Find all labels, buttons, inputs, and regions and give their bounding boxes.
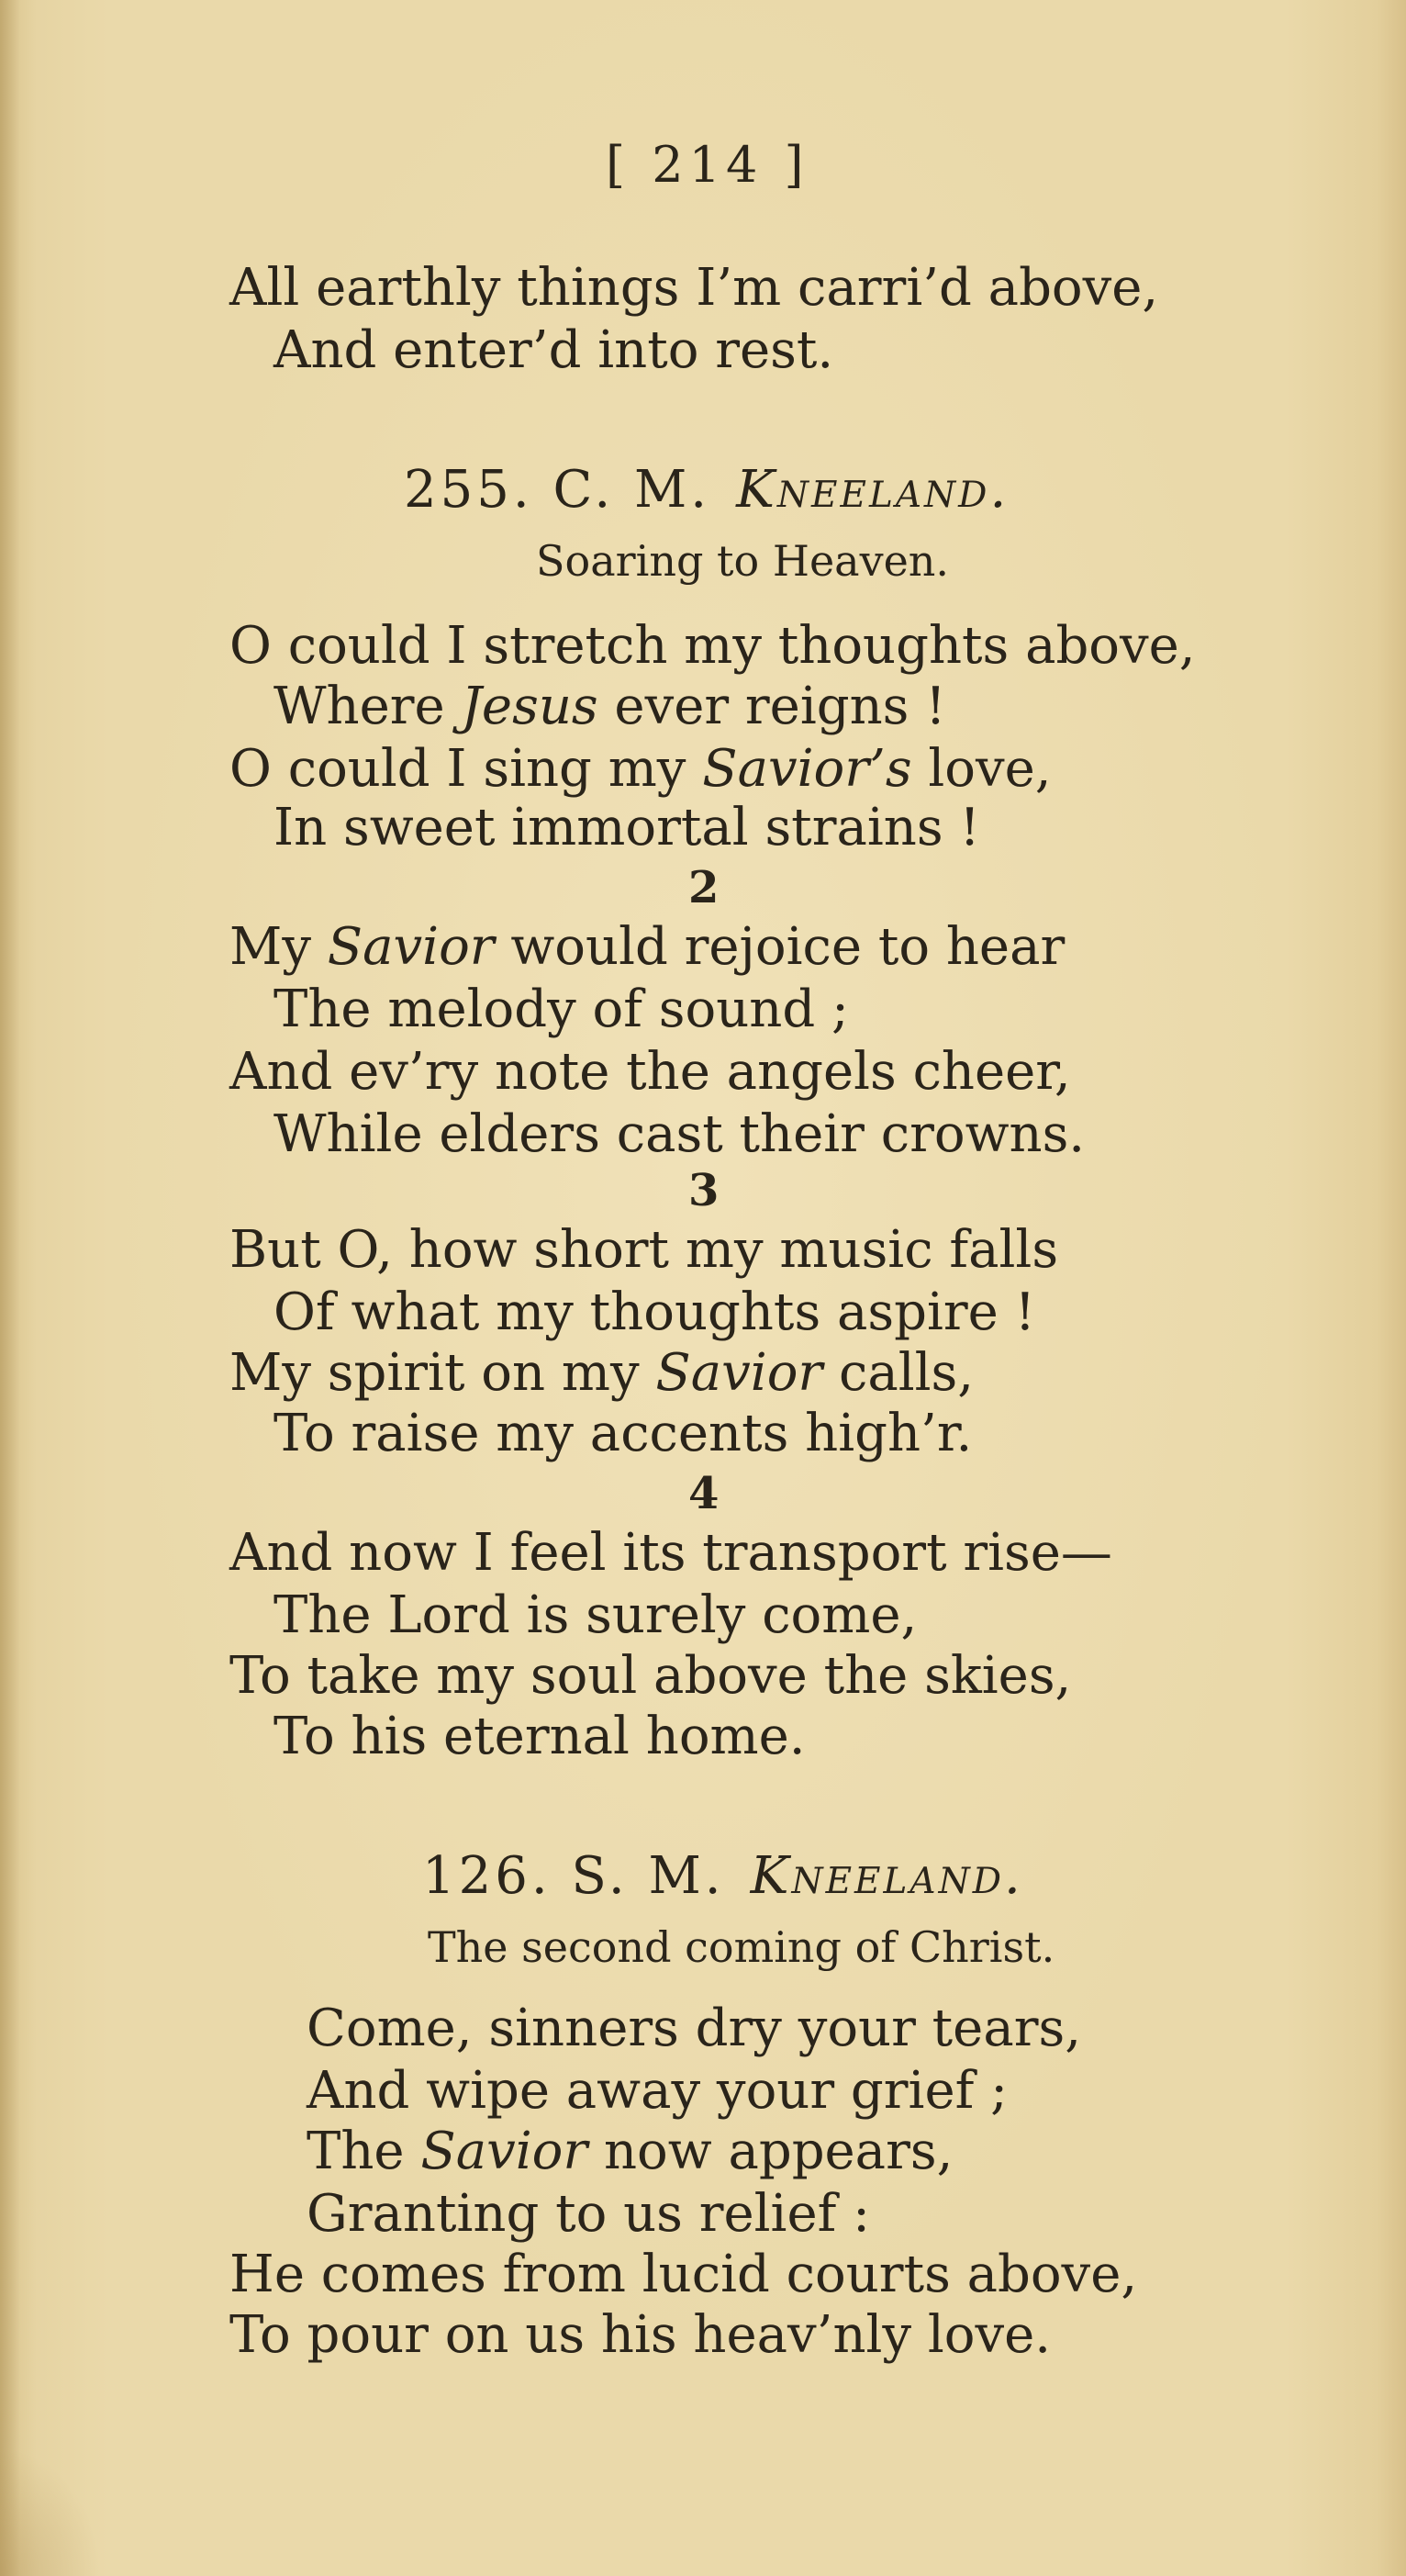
text-line: My Savior would rejoice to hear [229, 917, 1066, 977]
hymn-title: The second coming of Christ. [428, 1922, 1055, 1972]
verse-number: 4 [688, 1468, 720, 1519]
text-line: To his eternal home. [273, 1707, 806, 1766]
text-line: My spirit on my Savior calls, [229, 1343, 975, 1403]
hymn-title: Soaring to Heaven. [536, 536, 950, 586]
hymn-number-meter: 255. C. M. [404, 460, 711, 520]
worn-corner [0, 2447, 101, 2576]
text-line: O could I stretch my thoughts above, [229, 616, 1196, 676]
text-line: He comes from lucid courts above, [229, 2245, 1138, 2304]
hymn-heading [422, 1847, 1023, 1906]
text-line: And enter’d into rest. [273, 320, 834, 380]
page-edge-shadow [0, 0, 20, 2576]
text-line: And wipe away your grief ; [307, 2061, 1008, 2121]
text-line: And ev’ry note the angels cheer, [229, 1042, 1071, 1102]
text-line: Granting to us relief : [307, 2184, 870, 2244]
text-line: While elders cast their crowns. [273, 1104, 1086, 1164]
hymn-number-meter: 126. S. M. [422, 1846, 725, 1906]
text-line: But O, how short my music falls [229, 1220, 1059, 1280]
text-line: All earthly things I’m carri’d above, [229, 258, 1159, 318]
text-line: Of what my thoughts aspire ! [273, 1282, 1036, 1342]
text-line: To raise my accents high’r. [273, 1404, 973, 1463]
text-line: O could I sing my Savior’s love, [229, 739, 1052, 799]
page-number-header: [ 214 ] [606, 136, 809, 194]
hymn-heading [404, 461, 1009, 520]
text-line: The Savior now appears, [307, 2122, 954, 2181]
text-line: To take my soul above the skies, [229, 1646, 1072, 1706]
hymn-composer: Kneeland. [736, 460, 1010, 520]
verse-number: 3 [688, 1165, 720, 1216]
text-line: To pour on us his heav’nly love. [229, 2305, 1052, 2365]
text-line: Where Jesus ever reigns ! [273, 677, 946, 736]
text-line: The melody of sound ; [273, 980, 849, 1039]
text-line: The Lord is surely come, [273, 1585, 918, 1645]
text-line: And now I feel its transport rise— [229, 1523, 1112, 1583]
text-line: Come, sinners dry your tears, [307, 1999, 1082, 2058]
hymn-composer: Kneeland. [750, 1846, 1023, 1906]
verse-number: 2 [688, 862, 720, 913]
text-line: In sweet immortal strains ! [273, 798, 980, 857]
